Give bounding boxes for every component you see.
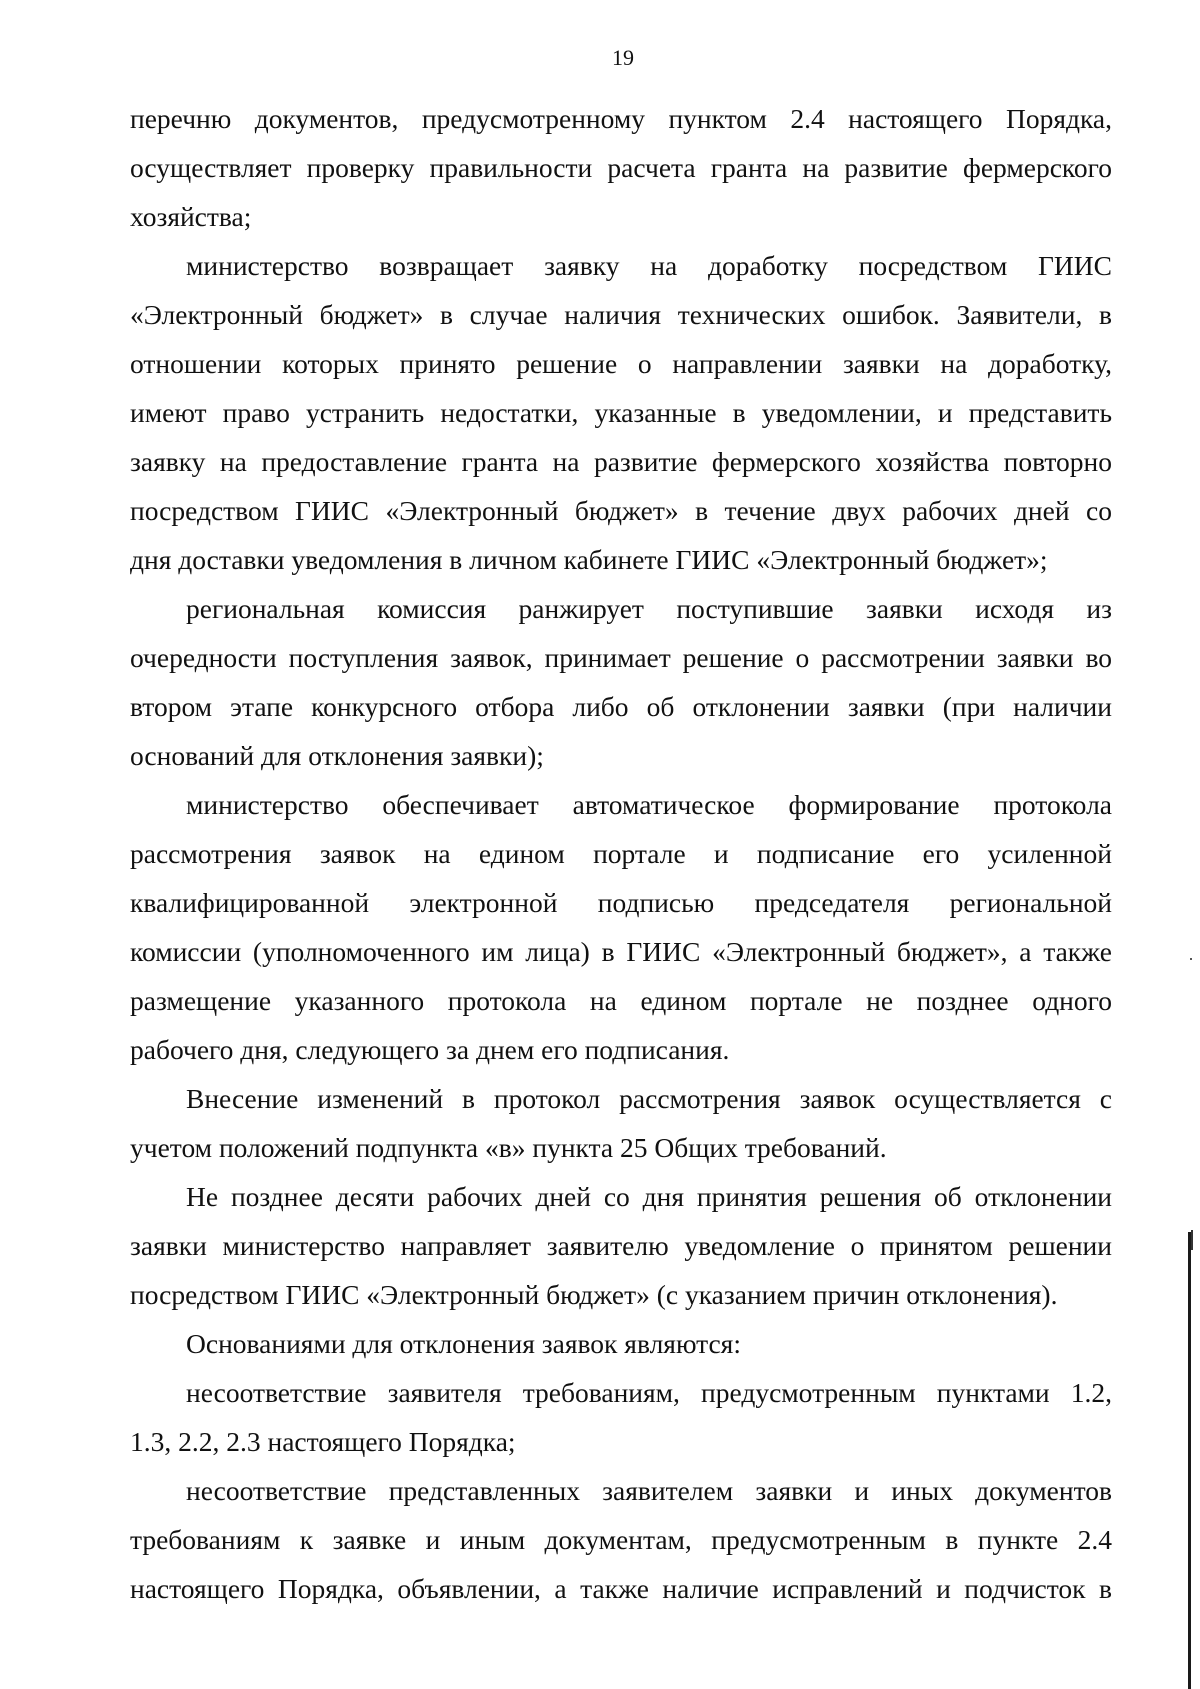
paragraph-regional-commission	[130, 584, 1112, 780]
text-line: Внесение изменений в протокол рассмотрения заявок осуществляется с	[186, 1083, 1112, 1114]
text-line: 1.3, 2.2, 2.3 настоящего Порядка;	[130, 1426, 516, 1457]
paragraph-rejection-notice	[130, 1172, 1112, 1319]
text-line: региональная комиссия ранжирует поступившие заявки исходя из	[186, 593, 1112, 624]
text-line: заявки министерство направляет заявителю уведомление о принятом решении	[130, 1230, 1112, 1261]
text-line: заявку на предоставление гранта на развитие фермерского хозяйства повторно	[130, 446, 1112, 477]
scan-artifact-tick	[1191, 1230, 1193, 1250]
text-line: имеют право устранить недостатки, указанные в уведомлении, и представить	[130, 397, 1112, 428]
text-line: квалифицированной электронной подписью председателя региональной	[130, 887, 1112, 918]
text-line: требованиям к заявке и иным документам, предусмотренным в пункте 2.4	[130, 1524, 1112, 1555]
text-line: комиссии (уполномоченного им лица) в ГИИС «Электронный бюджет», а также	[130, 936, 1112, 967]
text-line: оснований для отклонения заявки);	[130, 740, 544, 771]
text-line: несоответствие заявителя требованиям, предусмотренным пунктами 1.2,	[186, 1377, 1112, 1408]
page-number: 19	[612, 45, 634, 70]
text-line: дня доставки уведомления в личном кабинете ГИИС «Электронный бюджет»;	[130, 544, 1048, 575]
text-line: размещение указанного протокола на едином портале не позднее одного	[130, 985, 1112, 1016]
text-line: рабочего дня, следующего за днем его подписания.	[130, 1034, 730, 1065]
text-line: рассмотрения заявок на едином портале и подписание его усиленной	[130, 838, 1112, 869]
paragraph-protocol-changes	[130, 1074, 1112, 1172]
paragraph-continuation	[130, 94, 1112, 241]
text-line: министерство возвращает заявку на доработку посредством ГИИС	[186, 250, 1112, 281]
text-line: Основаниями для отклонения заявок являются:	[186, 1328, 741, 1359]
paragraph-rejection-grounds-heading	[130, 1319, 1112, 1368]
document-body	[130, 94, 1112, 1613]
text-line: несоответствие представленных заявителем заявки и иных документов	[186, 1475, 1112, 1506]
text-line: перечню документов, предусмотренному пунктом 2.4 настоящего Порядка,	[130, 103, 1112, 134]
text-line: посредством ГИИС «Электронный бюджет» в течение двух рабочих дней со	[130, 495, 1112, 526]
text-line: втором этапе конкурсного отбора либо об отклонении заявки (при наличии	[130, 691, 1112, 722]
text-line: министерство обеспечивает автоматическое формирование протокола	[186, 789, 1112, 820]
paragraph-protocol	[130, 780, 1112, 1074]
text-line: настоящего Порядка, объявлении, а также наличие исправлений и подчисток в	[130, 1573, 1112, 1604]
text-line: «Электронный бюджет» в случае наличия технических ошибок. Заявители, в	[130, 299, 1112, 330]
text-line: отношении которых принято решение о направлении заявки на доработку,	[130, 348, 1112, 379]
paragraph-return-for-revision	[130, 241, 1112, 584]
scan-edge-line	[1188, 1232, 1191, 1689]
scan-artifact-dot	[1190, 958, 1192, 960]
text-line: очередности поступления заявок, принимает решение о рассмотрении заявки во	[130, 642, 1112, 673]
text-line: хозяйства;	[130, 201, 252, 232]
paragraph-ground-noncompliance-applicant	[130, 1368, 1112, 1466]
text-line: учетом положений подпункта «в» пункта 25 Общих требований.	[130, 1132, 887, 1163]
text-line: Не позднее десяти рабочих дней со дня принятия решения об отклонении	[186, 1181, 1112, 1212]
text-line: осуществляет проверку правильности расчета гранта на развитие фермерского	[130, 152, 1112, 183]
paragraph-ground-noncompliance-documents	[130, 1466, 1112, 1613]
text-line: посредством ГИИС «Электронный бюджет» (с указанием причин отклонения).	[130, 1279, 1058, 1310]
